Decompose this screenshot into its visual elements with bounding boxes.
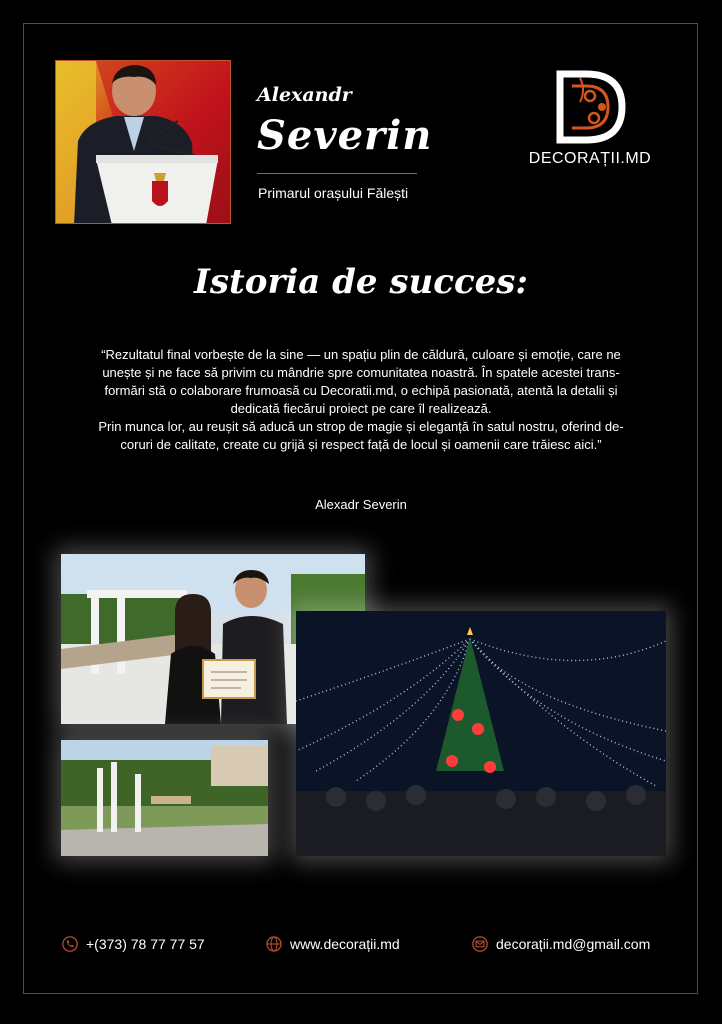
mayor-last-name: Severin	[257, 112, 433, 159]
email-address: decorații.md@gmail.com	[496, 936, 651, 952]
phone-icon	[62, 936, 78, 952]
quote-line: formări stă o colaborare frumoasă cu Decoratii.md, o echipă pasionată, atentă la detalii și	[104, 383, 618, 398]
park-photo	[61, 740, 268, 856]
testimonial-quote	[72, 346, 650, 454]
mayor-first-name: Alexandr	[257, 84, 352, 106]
quote-line: unește și ne face să privim cu mândrie spre comunitatea noastră. În spatele acestei trans-	[102, 365, 620, 380]
contacts-footer	[0, 936, 722, 958]
name-divider	[257, 173, 417, 174]
website-contact[interactable]	[266, 936, 400, 952]
quote-line: coruri de calitate, create cu grijă și respect față de locul și oamenii care trăiesc aici.”	[120, 437, 602, 452]
quote-line: dedicată fiecărui proiect pe care îl realizează.	[230, 401, 492, 416]
christmas-tree-photo	[296, 611, 666, 856]
website-url: www.decorații.md	[290, 936, 400, 952]
success-story-title: Istoria de succes:	[194, 262, 528, 302]
email-icon	[472, 936, 488, 952]
logo-text: DECORAȚII.MD	[528, 150, 652, 167]
mayor-portrait-photo	[55, 60, 231, 224]
quote-line: “Rezultatul final vorbește de la sine — un spațiu plin de căldură, culoare și emoție, care ne	[101, 347, 621, 362]
phone-contact[interactable]	[62, 936, 205, 952]
globe-icon	[266, 936, 282, 952]
quote-line: Prin munca lor, au reușit să aducă un strop de magie și eleganță în satul nostru, oferind de-	[98, 419, 624, 434]
phone-number: +(373) 78 77 77 57	[86, 936, 205, 952]
quote-author: Alexadr Severin	[315, 497, 407, 512]
email-contact[interactable]	[472, 936, 650, 952]
mayor-role: Primarul orașului Fălești	[258, 185, 409, 201]
